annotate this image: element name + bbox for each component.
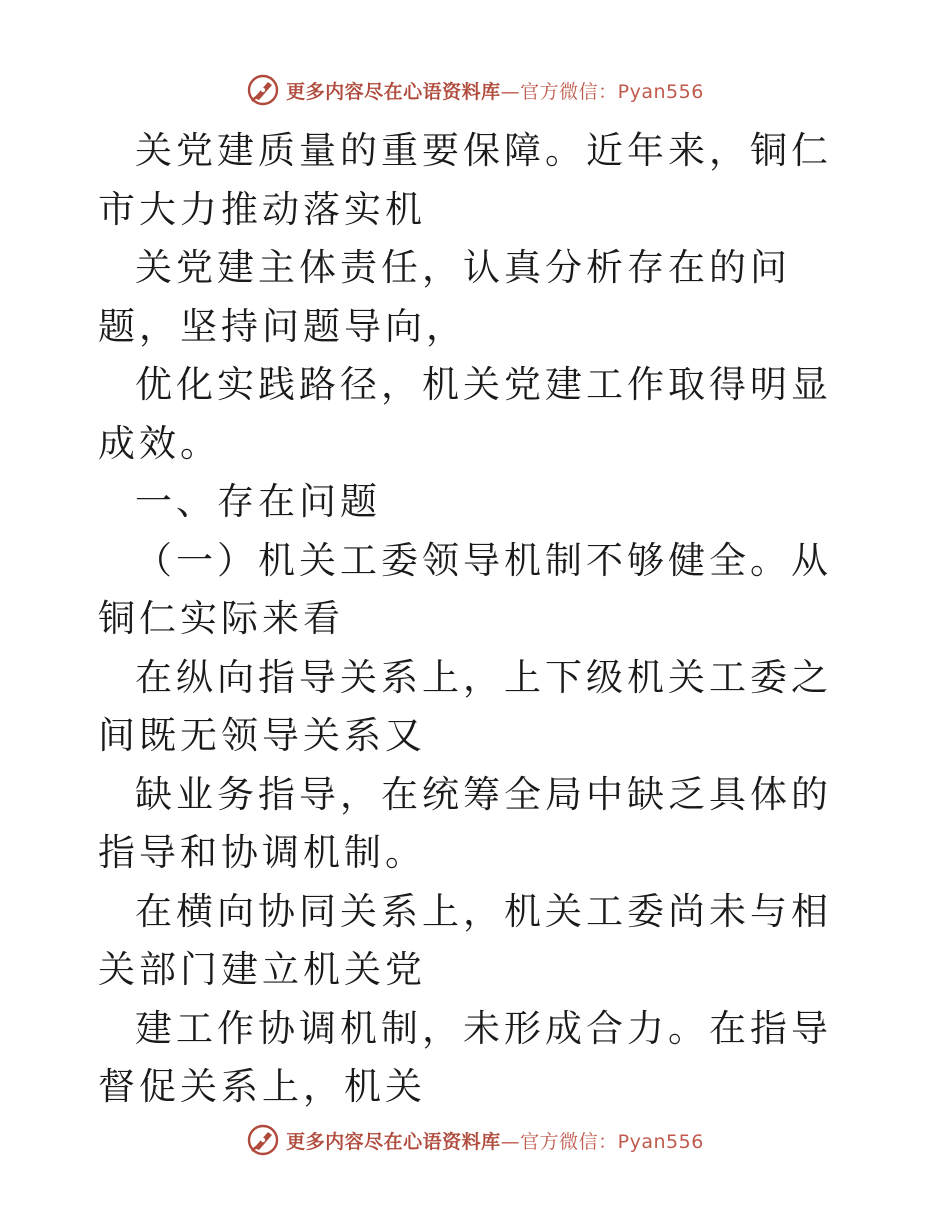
subsection-heading: （一）机关工委领导机制不够健全。从铜仁实际来看 <box>98 538 832 640</box>
header-banner-contact: —官方微信：Pyan556 <box>500 80 704 103</box>
header-banner-title: 更多内容尽在心语资料库 <box>286 80 501 103</box>
document-body <box>98 122 852 1117</box>
paragraph: 缺业务指导，在统筹全局中缺乏具体的指导和协调机制。 <box>98 772 832 874</box>
header-banner <box>0 70 950 110</box>
footer-banner-contact: —官方微信：Pyan556 <box>500 1130 704 1153</box>
pen-nib-logo-icon <box>246 1123 280 1157</box>
section-heading: 一、存在问题 <box>135 480 381 523</box>
paragraph: 在横向协同关系上，机关工委尚未与相关部门建立机关党 <box>98 889 832 991</box>
paragraph: 关党建主体责任，认真分析存在的问题，坚持问题导向， <box>98 246 791 348</box>
pen-nib-logo-icon <box>246 73 280 107</box>
paragraph: 优化实践路径，机关党建工作取得明显成效。 <box>98 363 832 465</box>
paragraph: 在纵向指导关系上，上下级机关工委之间既无领导关系又 <box>98 655 832 757</box>
footer-banner-title: 更多内容尽在心语资料库 <box>286 1130 501 1153</box>
paragraph: 关党建质量的重要保障。近年来，铜仁市大力推动落实机 <box>98 129 832 231</box>
footer-banner <box>0 1120 950 1160</box>
paragraph: 建工作协调机制，未形成合力。在指导督促关系上，机关 <box>98 1006 832 1108</box>
